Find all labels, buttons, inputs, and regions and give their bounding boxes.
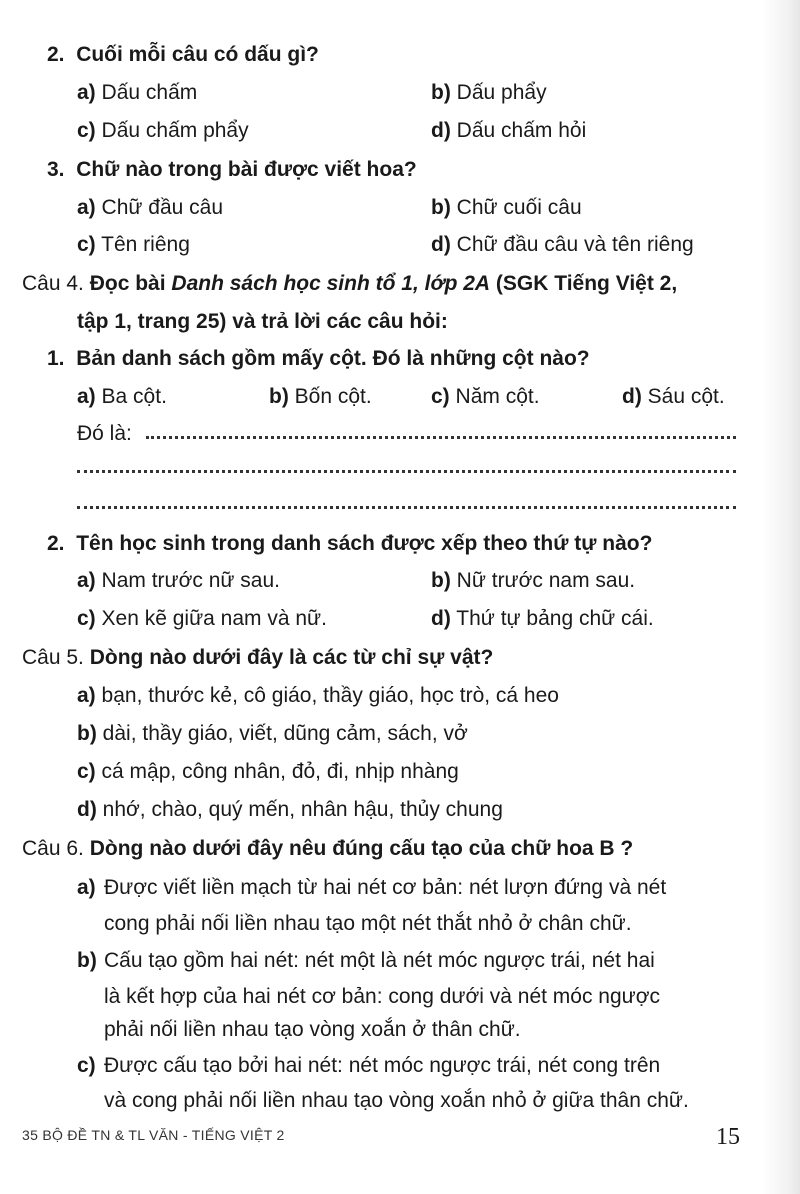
- question-number: 2.: [47, 532, 65, 555]
- option-c: c) cá mập, công nhân, đỏ, đi, nhịp nhàng: [77, 760, 459, 783]
- cau-4-question-2: [47, 531, 652, 557]
- page-edge-shadow: [762, 0, 800, 1194]
- question-text: Cuối mỗi câu có dấu gì?: [76, 43, 319, 66]
- option-b-line-2: là kết hợp của hai nét cơ bản: cong dưới và nét móc ngược: [104, 985, 660, 1008]
- cau-label: Câu 6.: [22, 837, 84, 860]
- book-title-footer: 35 BỘ ĐỀ TN & TL VĂN - TIẾNG VIỆT 2: [22, 1127, 285, 1143]
- option-c: c) Năm cột.: [431, 385, 540, 408]
- option-b: b) Chữ cuối câu: [431, 196, 582, 219]
- option-b: b) Nữ trước nam sau.: [431, 569, 636, 592]
- question-number: 3.: [47, 158, 65, 181]
- question-number: 2.: [47, 43, 65, 66]
- option-a: a) Dấu chấm: [77, 81, 198, 104]
- answer-line-3[interactable]: [77, 502, 736, 509]
- option-c: c) Dấu chấm phẩy: [77, 119, 249, 142]
- cau-4-question-1: [47, 346, 590, 372]
- answer-line-1[interactable]: [146, 432, 736, 439]
- option-b: b) dài, thầy giáo, viết, dũng cảm, sách, vở: [77, 722, 468, 745]
- question-text: Bản danh sách gồm mấy cột. Đó là những cột nào?: [76, 347, 590, 370]
- option-c-line-2: và cong phải nối liền nhau tạo vòng xoắn nhỏ ở giữa thân chữ.: [104, 1089, 689, 1112]
- option-b-line-3: phải nối liền nhau tạo vòng xoắn ở thân chữ.: [104, 1018, 521, 1041]
- cau-label: Câu 4.: [22, 272, 84, 295]
- option-b-letter: b): [77, 949, 97, 972]
- option-a: a) Chữ đầu câu: [77, 196, 223, 219]
- answer-line-2[interactable]: [77, 466, 736, 473]
- option-d: d) Dấu chấm hỏi: [431, 119, 587, 142]
- cau-6-heading: [22, 836, 633, 862]
- option-c: c) Xen kẽ giữa nam và nữ.: [77, 607, 327, 630]
- option-a-letter: a): [77, 876, 96, 899]
- option-d: d) Thứ tự bảng chữ cái.: [431, 607, 654, 630]
- option-a-line-1: Được viết liền mạch từ hai nét cơ bản: nét lượn đứng và nét: [104, 876, 667, 899]
- question-number: 1.: [47, 347, 65, 370]
- question-2: [47, 42, 319, 68]
- cau-label: Câu 5.: [22, 646, 84, 669]
- option-a: a) bạn, thước kẻ, cô giáo, thầy giáo, học trò, cá heo: [77, 684, 559, 707]
- option-a: a) Ba cột.: [77, 385, 167, 408]
- cau-4-heading: Câu 4. Đọc bài Danh sách học sinh tổ 1, lớp 2A (SGK Tiếng Việt 2,: [22, 272, 678, 295]
- reading-title: Danh sách học sinh tổ 1, lớp 2A: [171, 272, 491, 295]
- option-b-line-1: Cấu tạo gồm hai nét: nét một là nét móc ngược trái, nét hai: [104, 949, 655, 972]
- cau-4-heading-line2: tập 1, trang 25) và trả lời các câu hỏi:: [77, 310, 448, 333]
- option-a-line-2: cong phải nối liền nhau tạo một nét thắt nhỏ ở chân chữ.: [104, 912, 632, 935]
- question-text: Dòng nào dưới đây nêu đúng cấu tạo của chữ hoa B ?: [89, 837, 634, 860]
- option-a: a) Nam trước nữ sau.: [77, 569, 280, 592]
- option-d: d) Chữ đầu câu và tên riêng: [431, 233, 694, 256]
- question-text: Tên học sinh trong danh sách được xếp theo thứ tự nào?: [76, 532, 653, 555]
- question-text: Chữ nào trong bài được viết hoa?: [76, 158, 417, 181]
- question-text: Dòng nào dưới đây là các từ chỉ sự vật?: [89, 646, 494, 669]
- answer-label: Đó là:: [77, 422, 132, 445]
- question-3: [47, 157, 417, 183]
- option-d: d) Sáu cột.: [622, 385, 725, 408]
- option-c-line-1: Được cấu tạo bởi hai nét: nét móc ngược trái, nét cong trên: [104, 1054, 661, 1077]
- cau-5-heading: [22, 645, 493, 671]
- page-number: 15: [716, 1124, 740, 1150]
- option-d: d) nhớ, chào, quý mến, nhân hậu, thủy chung: [77, 798, 503, 821]
- option-c-letter: c): [77, 1054, 96, 1077]
- option-c: c) Tên riêng: [77, 233, 190, 256]
- option-b: b) Bốn cột.: [269, 385, 372, 408]
- option-b: b) Dấu phẩy: [431, 81, 547, 104]
